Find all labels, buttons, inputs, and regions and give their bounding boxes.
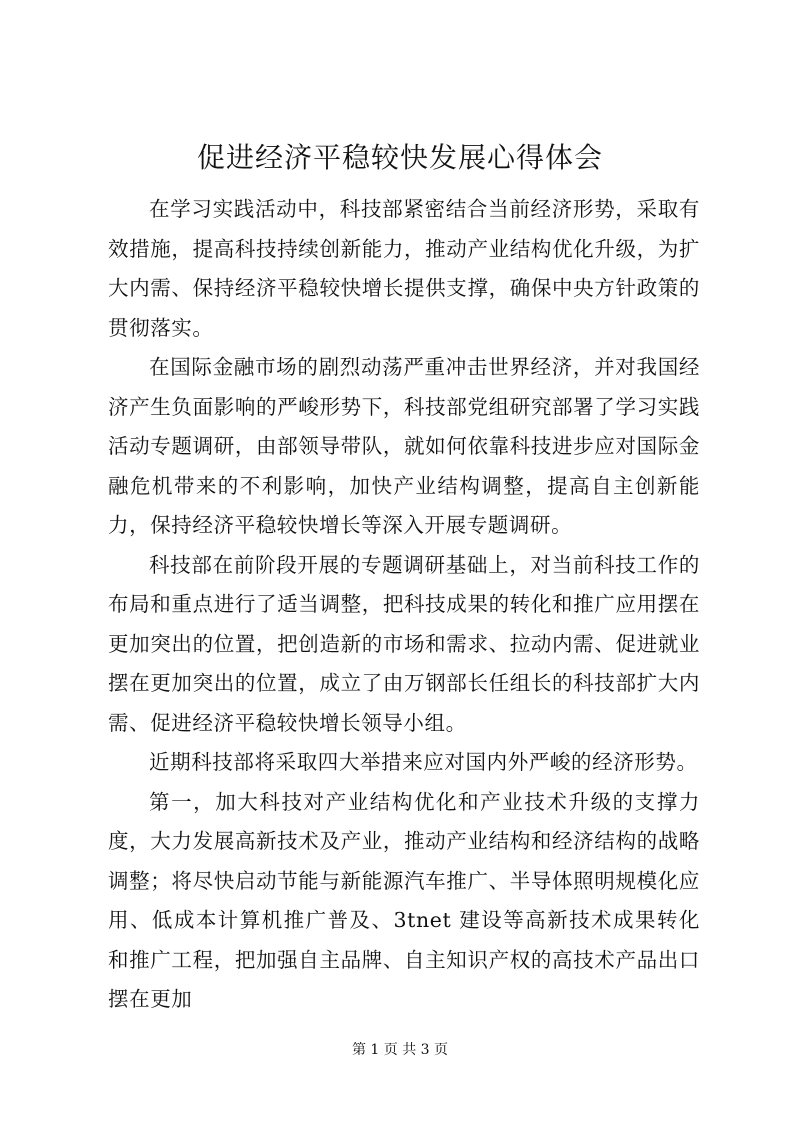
- paragraph-1: 在学习实践活动中，科技部紧密结合当前经济形势，采取有效措施，提高科技持续创新能力，推动产业结构优化升级，为扩大内需、保持经济平稳较快增长提供支撑，确保中央方针政策的贯彻落实。: [108, 197, 700, 340]
- page-title: 促进经济平稳较快发展心得体会: [196, 141, 603, 174]
- paragraph-4: 近期科技部将采取四大举措来应对国内外严峻的经济形势。: [149, 750, 698, 774]
- document-body: [108, 190, 700, 1020]
- page-number-footer: 第 1 页 共 3 页: [351, 1042, 449, 1058]
- paragraph-2: 在国际金融市场的剧烈动荡严重冲击世界经济，并对我国经济产生负面影响的严峻形势下，科技部党组研究部署了学习实践活动专题调研，由部领导带队，就如何依靠科技进步应对国际金融危机带来的不利影响，加快产业结构调整，提高自主创新能力，保持经济平稳较快增长等深入开展专题调研。: [108, 355, 700, 537]
- paragraph-5: 第一，加大科技对产业结构优化和产业技术升级的支撑力度，大力发展高新技术及产业，推动产业结构和经济结构的战略调整；将尽快启动节能与新能源汽车推广、半导体照明规模化应用、低成本计算机推广普及、3tnet 建设等高新技术成果转化和推广工程，把加强自主品牌、自主知识产权的高技术产品出口摆在更加: [108, 789, 700, 1011]
- paragraph-3: 科技部在前阶段开展的专题调研基础上，对当前科技工作的布局和重点进行了适当调整，把科技成果的转化和推广应用摆在更加突出的位置，把创造新的市场和需求、拉动内需、促进就业摆在更加突出的位置，成立了由万钢部长任组长的科技部扩大内需、促进经济平稳较快增长领导小组。: [108, 552, 700, 735]
